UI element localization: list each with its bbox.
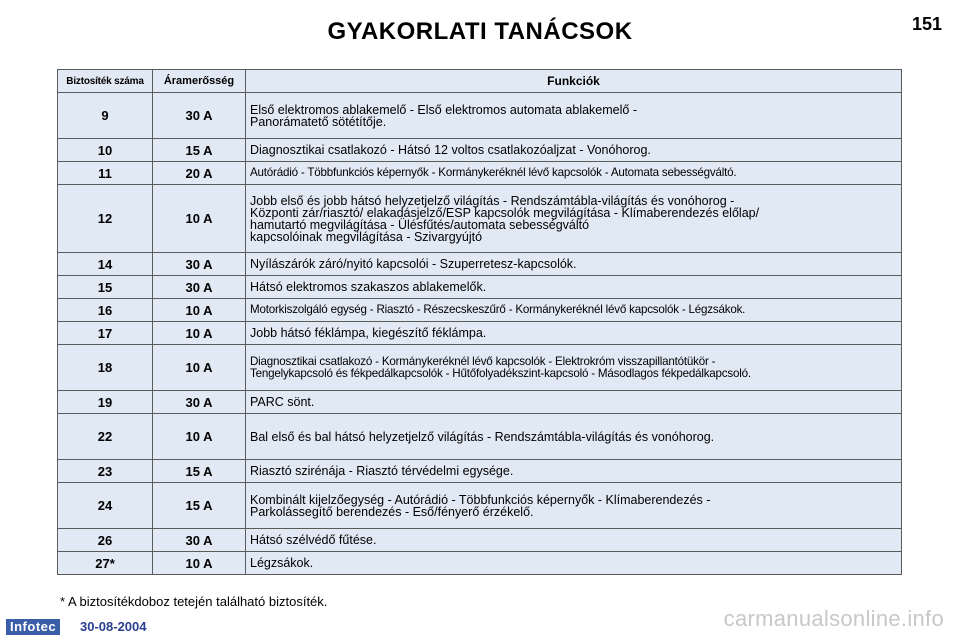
function-cell: Motorkiszolgáló egység - Riasztó - Részecskeszűrő - Kormánykeréknél lévő kapcsolók - Légzsákok. [246, 299, 902, 322]
fuse-number-cell: 12 [58, 185, 153, 253]
column-header-fuse-number: Biztosíték száma [58, 70, 153, 93]
fuse-number-cell: 16 [58, 299, 153, 322]
function-cell: Jobb hátsó féklámpa, kiegészítő féklámpa. [246, 322, 902, 345]
fuse-number-cell: 15 [58, 276, 153, 299]
table-row [58, 253, 902, 276]
fuse-number-cell: 23 [58, 460, 153, 483]
amperage-cell: 20 A [153, 162, 246, 185]
function-cell: Bal első és bal hátsó helyzetjelző világítás - Rendszámtábla-világítás és vonóhorog. [246, 414, 902, 460]
function-cell: Kombinált kijelzőegység - Autórádió - Többfunkciós képernyők - Klímaberendezés - Parkolássegítő berendezés - Eső/fényerő érzékelő. [246, 483, 902, 529]
table-row [58, 93, 902, 139]
amperage-cell: 30 A [153, 276, 246, 299]
fuse-number-cell: 9 [58, 93, 153, 139]
amperage-cell: 10 A [153, 345, 246, 391]
table-row [58, 529, 902, 552]
fuse-number-cell: 22 [58, 414, 153, 460]
table-row [58, 483, 902, 529]
table-row [58, 345, 902, 391]
fuse-table [57, 69, 902, 575]
table-row [58, 139, 902, 162]
table-row [58, 276, 902, 299]
footer-date: 30-08-2004 [80, 619, 147, 634]
table-header-row [58, 70, 902, 93]
page-title: GYAKORLATI TANÁCSOK [327, 18, 633, 45]
table-row [58, 391, 902, 414]
fuse-number-cell: 27* [58, 552, 153, 575]
amperage-cell: 15 A [153, 483, 246, 529]
amperage-cell: 10 A [153, 552, 246, 575]
amperage-cell: 10 A [153, 414, 246, 460]
table-row [58, 414, 902, 460]
table-row [58, 185, 902, 253]
function-cell: Légzsákok. [246, 552, 902, 575]
fuse-number-cell: 10 [58, 139, 153, 162]
table-row [58, 552, 902, 575]
column-header-amperage: Áramerősség [153, 70, 246, 93]
function-cell: PARC sönt. [246, 391, 902, 414]
table-row [58, 460, 902, 483]
amperage-cell: 30 A [153, 93, 246, 139]
amperage-cell: 15 A [153, 139, 246, 162]
amperage-cell: 10 A [153, 185, 246, 253]
function-cell: Diagnosztikai csatlakozó - Kormánykeréknél lévő kapcsolók - Elektrokróm visszapillantótükör - Tengelykapcsoló és fékpedálkapcsolók - Hűtőfolyadékszint-kapcsoló - Másodlagos fékpedálkapcsoló. [246, 345, 902, 391]
footnote: * A biztosítékdoboz tetején található biztosíték. [60, 594, 328, 609]
amperage-cell: 15 A [153, 460, 246, 483]
infotec-logo: Infotec [6, 619, 60, 635]
fuse-number-cell: 14 [58, 253, 153, 276]
amperage-cell: 10 A [153, 322, 246, 345]
function-cell: Riasztó szirénája - Riasztó térvédelmi egysége. [246, 460, 902, 483]
function-cell: Jobb első és jobb hátsó helyzetjelző világítás - Rendszámtábla-világítás és vonóhorog - Központi zár/riasztó/ elakadásjelző/ESP kapcsolók megvilágítása - Klímaberendezés előlap/ hamutartó megvilágítása - Ülésfűtés/automata sebességváltó kapcsolóinak megvilágítása - Szivargyújtó [246, 185, 902, 253]
function-cell: Autórádió - Többfunkciós képernyők - Kormánykeréknél lévő kapcsolók - Automata sebességváltó. [246, 162, 902, 185]
function-cell: Első elektromos ablakemelő - Első elektromos automata ablakemelő - Panorámatető sötétítője. [246, 93, 902, 139]
column-header-functions: Funkciók [246, 70, 902, 93]
watermark: carmanualsonline.info [723, 606, 944, 631]
fuse-table-body [58, 93, 902, 575]
table-row [58, 162, 902, 185]
amperage-cell: 10 A [153, 299, 246, 322]
fuse-number-cell: 24 [58, 483, 153, 529]
fuse-number-cell: 17 [58, 322, 153, 345]
amperage-cell: 30 A [153, 391, 246, 414]
fuse-number-cell: 11 [58, 162, 153, 185]
fuse-number-cell: 18 [58, 345, 153, 391]
table-row [58, 299, 902, 322]
fuse-number-cell: 26 [58, 529, 153, 552]
amperage-cell: 30 A [153, 253, 246, 276]
amperage-cell: 30 A [153, 529, 246, 552]
function-cell: Hátsó elektromos szakaszos ablakemelők. [246, 276, 902, 299]
function-cell: Hátsó szélvédő fűtése. [246, 529, 902, 552]
fuse-number-cell: 19 [58, 391, 153, 414]
function-cell: Nyílászárók záró/nyitó kapcsolói - Szuperretesz-kapcsolók. [246, 253, 902, 276]
page-number: 151 [911, 14, 942, 34]
table-row [58, 322, 902, 345]
function-cell: Diagnosztikai csatlakozó - Hátsó 12 voltos csatlakozóaljzat - Vonóhorog. [246, 139, 902, 162]
